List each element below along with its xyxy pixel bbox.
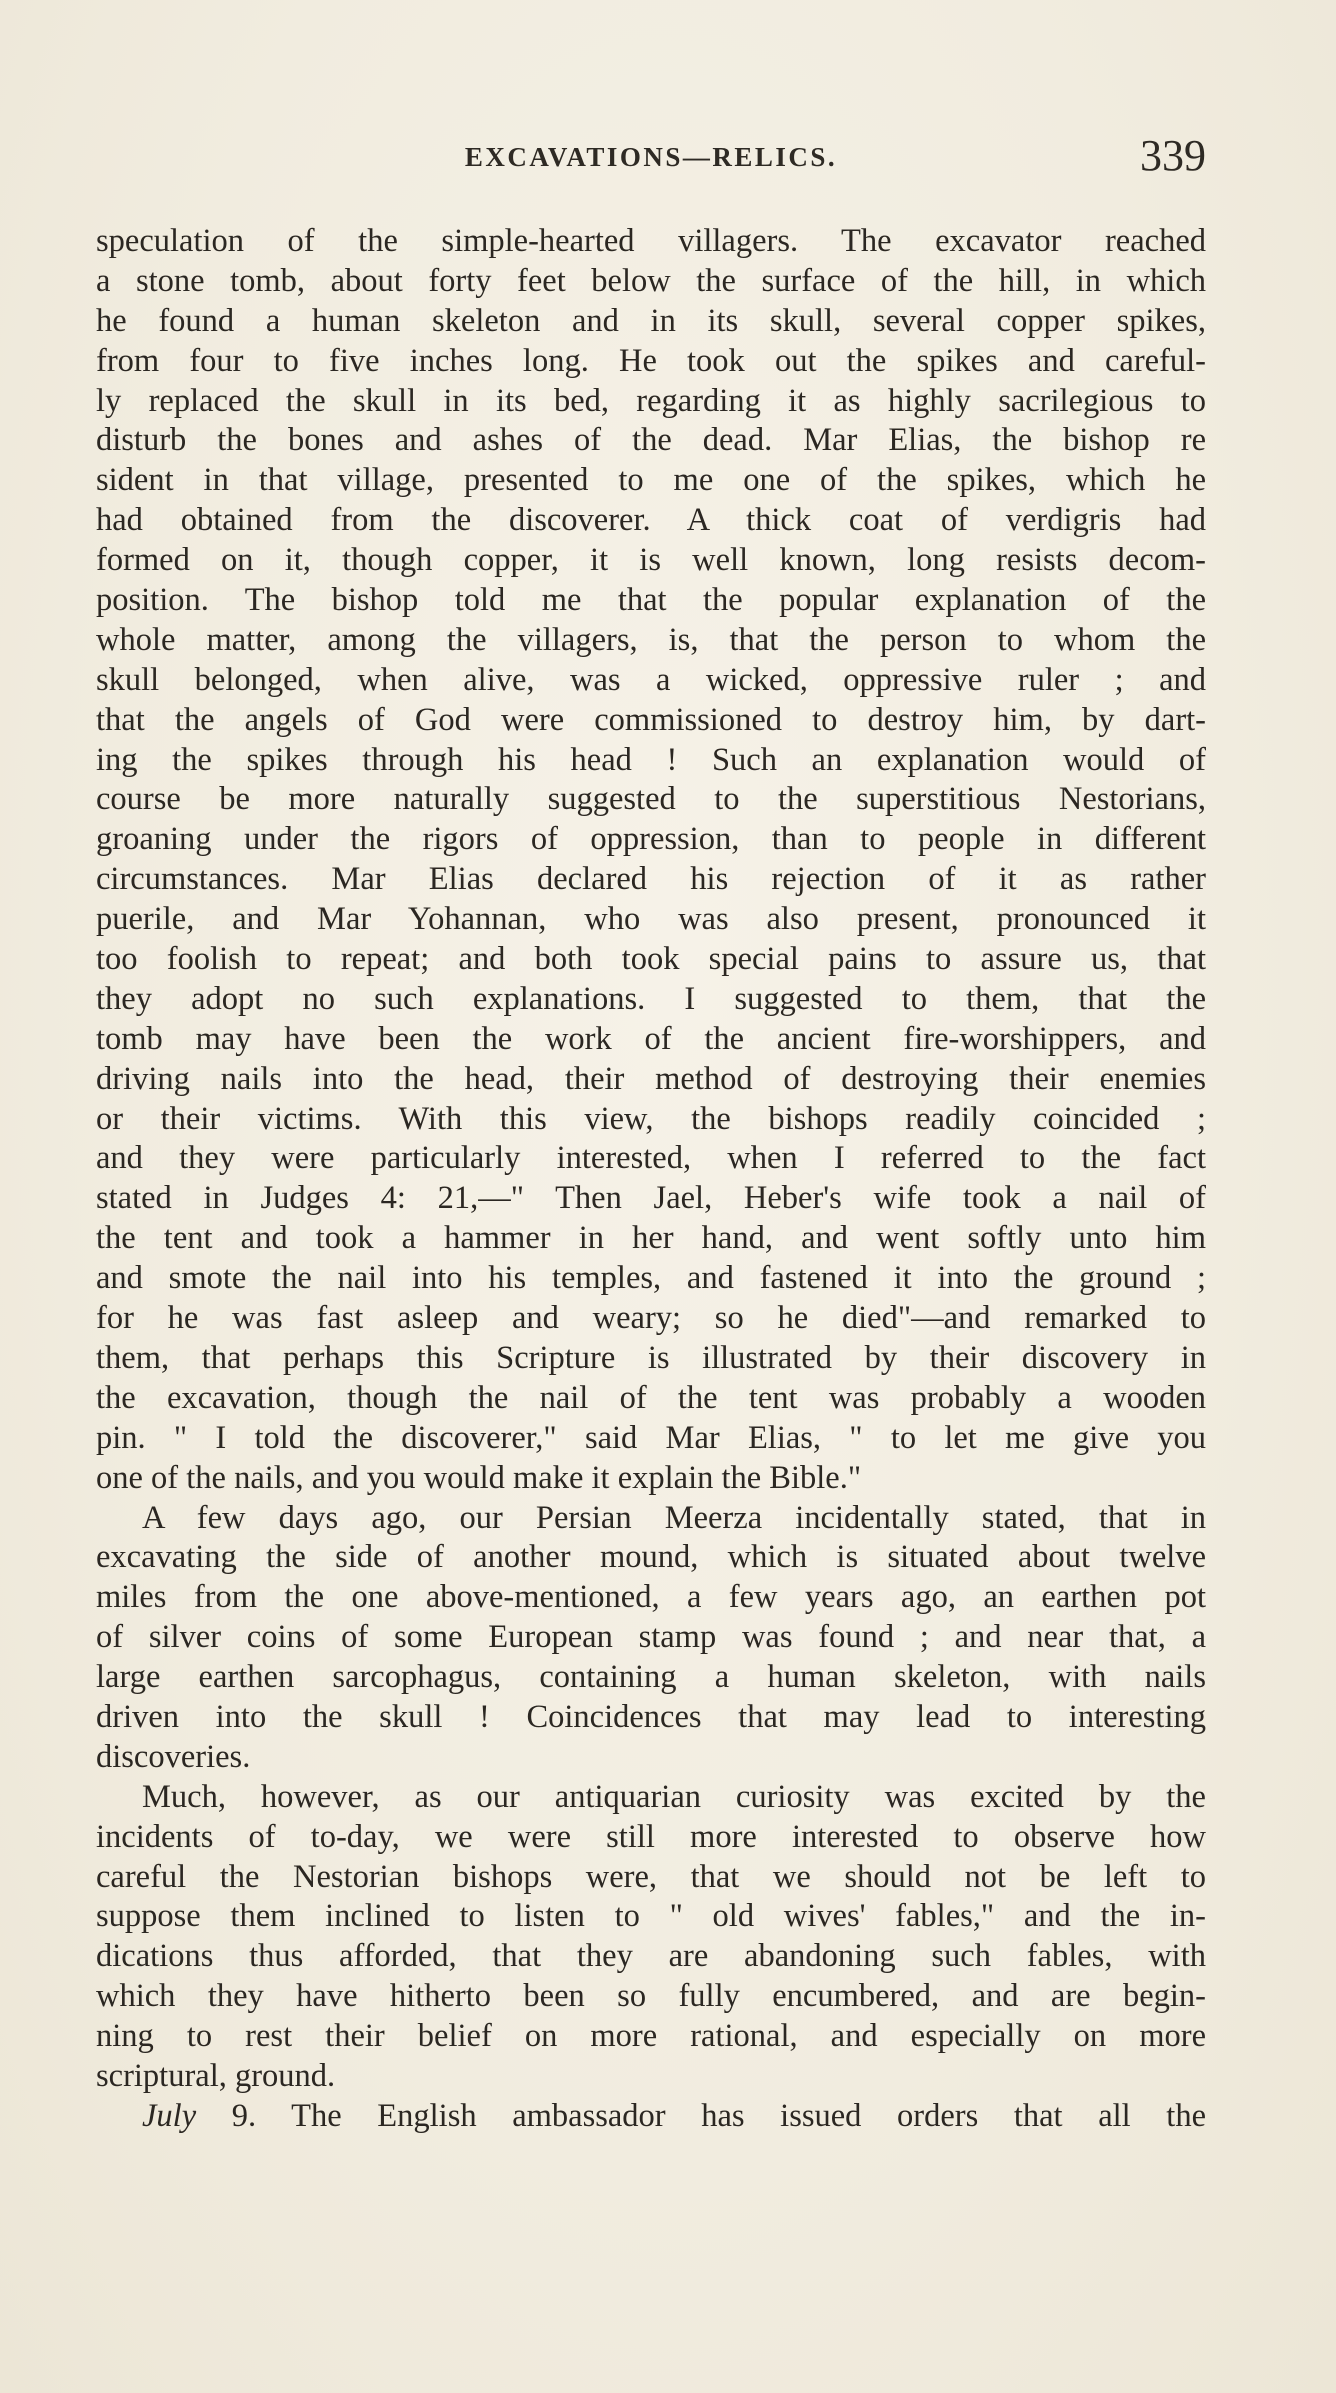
paragraph-start-line: Much, however, as our antiquarian curiosity was excited by the	[142, 1778, 1206, 1815]
text-line: skull belonged, when alive, was a wicked, oppressive ruler ; and	[96, 661, 1206, 698]
entry-text: 9. The English ambassador has issued orders that all the	[196, 2097, 1206, 2134]
text-line: suppose them inclined to listen to " old wives' fables," and the in-	[96, 1898, 1206, 1935]
text-line: ning to rest their belief on more rational, and especially on more	[96, 2018, 1206, 2055]
text-line: position. The bishop told me that the popular explanation of the	[96, 582, 1206, 619]
text-line: and they were particularly interested, when I referred to the fact	[96, 1140, 1206, 1177]
text-line: speculation of the simple-hearted villagers. The excavator reached	[96, 223, 1206, 259]
text-line: they adopt no such explanations. I suggested to them, that the	[96, 980, 1206, 1017]
text-line: them, that perhaps this Scripture is illustrated by their discovery in	[96, 1339, 1206, 1376]
text-line: careful the Nestorian bishops were, that we should not be left to	[96, 1858, 1206, 1895]
text-line: dications thus afforded, that they are abandoning such fables, with	[96, 1938, 1206, 1975]
paragraph-end-line: one of the nails, and you would make it explain the Bible."	[96, 1459, 862, 1496]
text-line: puerile, and Mar Yohannan, who was also present, pronounced it	[96, 901, 1206, 938]
text-line: course be more naturally suggested to the superstitious Nestorians,	[96, 781, 1206, 818]
journal-entry-line	[96, 2097, 1206, 2137]
text-line: ly replaced the skull in its bed, regarding it as highly sacrilegious to	[96, 382, 1206, 419]
body-text	[96, 222, 1206, 2137]
text-line: groaning under the rigors of oppression, than to people in different	[96, 821, 1206, 858]
running-head: EXCAVATIONS—RELICS.	[464, 142, 838, 172]
text-line: incidents of to-day, we were still more interested to observe how	[96, 1818, 1206, 1855]
paragraph-start-line: A few days ago, our Persian Meerza incidentally stated, that in	[142, 1499, 1206, 1536]
text-line: ing the spikes through his head ! Such an explanation would of	[96, 741, 1206, 778]
text-line: miles from the one above-mentioned, a few years ago, an earthen pot	[96, 1579, 1206, 1616]
text-line: formed on it, though copper, it is well known, long resists decom-	[96, 542, 1206, 579]
text-line: disturb the bones and ashes of the dead. Mar Elias, the bishop re	[96, 422, 1206, 459]
text-line: circumstances. Mar Elias declared his rejection of it as rather	[96, 861, 1206, 898]
text-line: he found a human skeleton and in its skull, several copper spikes,	[96, 302, 1206, 339]
text-line: driving nails into the head, their method of destroying their enemies	[96, 1060, 1206, 1097]
page-number: 339	[1140, 131, 1206, 180]
text-line: stated in Judges 4: 21,—" Then Jael, Heber's wife took a nail of	[96, 1180, 1206, 1217]
text-line: and smote the nail into his temples, and fastened it into the ground ;	[96, 1260, 1206, 1297]
text-line: which they have hitherto been so fully encumbered, and are begin-	[96, 1978, 1206, 2015]
paragraph-end-line: discoveries.	[96, 1738, 251, 1775]
text-line: a stone tomb, about forty feet below the surface of the hill, in which	[96, 262, 1206, 299]
text-line: large earthen sarcophagus, containing a human skeleton, with nails	[96, 1659, 1206, 1696]
text-line: driven into the skull ! Coincidences that may lead to interesting	[96, 1698, 1206, 1735]
page-header	[96, 130, 1206, 190]
text-line: had obtained from the discoverer. A thick coat of verdigris had	[96, 502, 1206, 539]
text-line: tomb may have been the work of the ancient fire-worshippers, and	[96, 1020, 1206, 1057]
text-line: for he was fast asleep and weary; so he died"—and remarked to	[96, 1300, 1206, 1337]
paragraph-end-line: scriptural, ground.	[96, 2057, 336, 2094]
text-line: pin. " I told the discoverer," said Mar Elias, " to let me give you	[96, 1419, 1206, 1456]
text-line: that the angels of God were commissioned to destroy him, by dart-	[96, 701, 1206, 738]
text-line: sident in that village, presented to me one of the spikes, which he	[96, 462, 1206, 499]
text-line: from four to five inches long. He took out the spikes and careful-	[96, 342, 1206, 379]
text-line: excavating the side of another mound, which is situated about twelve	[96, 1539, 1206, 1576]
text-line: the tent and took a hammer in her hand, and went softly unto him	[96, 1220, 1206, 1257]
text-line: the excavation, though the nail of the tent was probably a wooden	[96, 1379, 1206, 1416]
text-line: of silver coins of some European stamp was found ; and near that, a	[96, 1619, 1206, 1656]
entry-date: July	[142, 2097, 197, 2134]
text-line: whole matter, among the villagers, is, that the person to whom the	[96, 621, 1206, 658]
text-line: too foolish to repeat; and both took special pains to assure us, that	[96, 941, 1206, 978]
text-line: or their victims. With this view, the bishops readily coincided ;	[96, 1100, 1206, 1137]
